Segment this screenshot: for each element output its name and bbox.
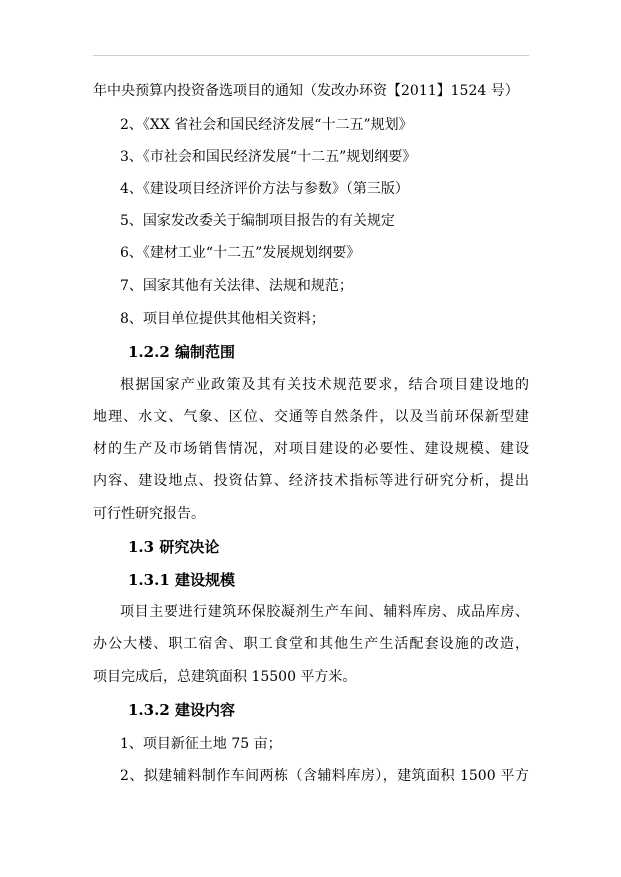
- reference-item: 8、项目单位提供其他相关资料；: [120, 311, 325, 327]
- reference-item: 5、国家发改委关于编制项目报告的有关规定: [120, 213, 395, 229]
- section-heading-1-3-2: 1.3.2 建设内容: [128, 701, 235, 719]
- paragraph-line: 内容、建设地点、投资估算、经济技术指标等进行研究分析，提出: [93, 473, 529, 489]
- reference-item: 2、《XX 省社会和国民经济发展“十二五”规划》: [120, 117, 413, 133]
- paragraph-line: 材的生产及市场销售情况，对项目建设的必要性、建设规模、建设: [93, 441, 529, 457]
- paragraph-line: 地理、水文、气象、区位、交通等自然条件，以及当前环保新型建: [93, 409, 529, 425]
- paragraph-line: 办公大楼、职工宿舍、职工食堂和其他生产生活配套设施的改造，: [93, 636, 529, 652]
- reference-item: 3、《市社会和国民经济发展“十二五”规划纲要》: [120, 149, 417, 165]
- paragraph-line: 根据国家产业政策及其有关技术规范要求，结合项目建设地的: [120, 377, 529, 393]
- reference-item: 7、国家其他有关法律、法规和规范；: [120, 278, 353, 294]
- paragraph-line: 可行性研究报告。: [93, 506, 205, 522]
- intro-continuation: 年中央预算内投资备选项目的通知（发改办环资【2011】1524 号）: [93, 83, 519, 99]
- paragraph-line: 项目主要进行建筑环保胶凝剂生产车间、辅料库房、成品库房、: [120, 604, 529, 620]
- section-heading-1-2-2: 1.2.2 编制范围: [128, 343, 235, 361]
- list-item: 1、项目新征土地 75 亩；: [120, 736, 282, 752]
- reference-item: 6、《建材工业“十二五”发展规划纲要》: [120, 245, 361, 261]
- paragraph-line: 项目完成后，总建筑面积 15500 平方米。: [93, 669, 357, 685]
- section-heading-1-3: 1.3 研究决论: [128, 538, 220, 556]
- reference-item: 4、《建设项目经济评价方法与参数》（第三版）: [120, 181, 409, 197]
- section-heading-1-3-1: 1.3.1 建设规模: [128, 571, 235, 589]
- list-item: 2、拟建辅料制作车间两栋（含辅料库房），建筑面积 1500 平方: [120, 768, 529, 784]
- header-rule: [93, 55, 529, 56]
